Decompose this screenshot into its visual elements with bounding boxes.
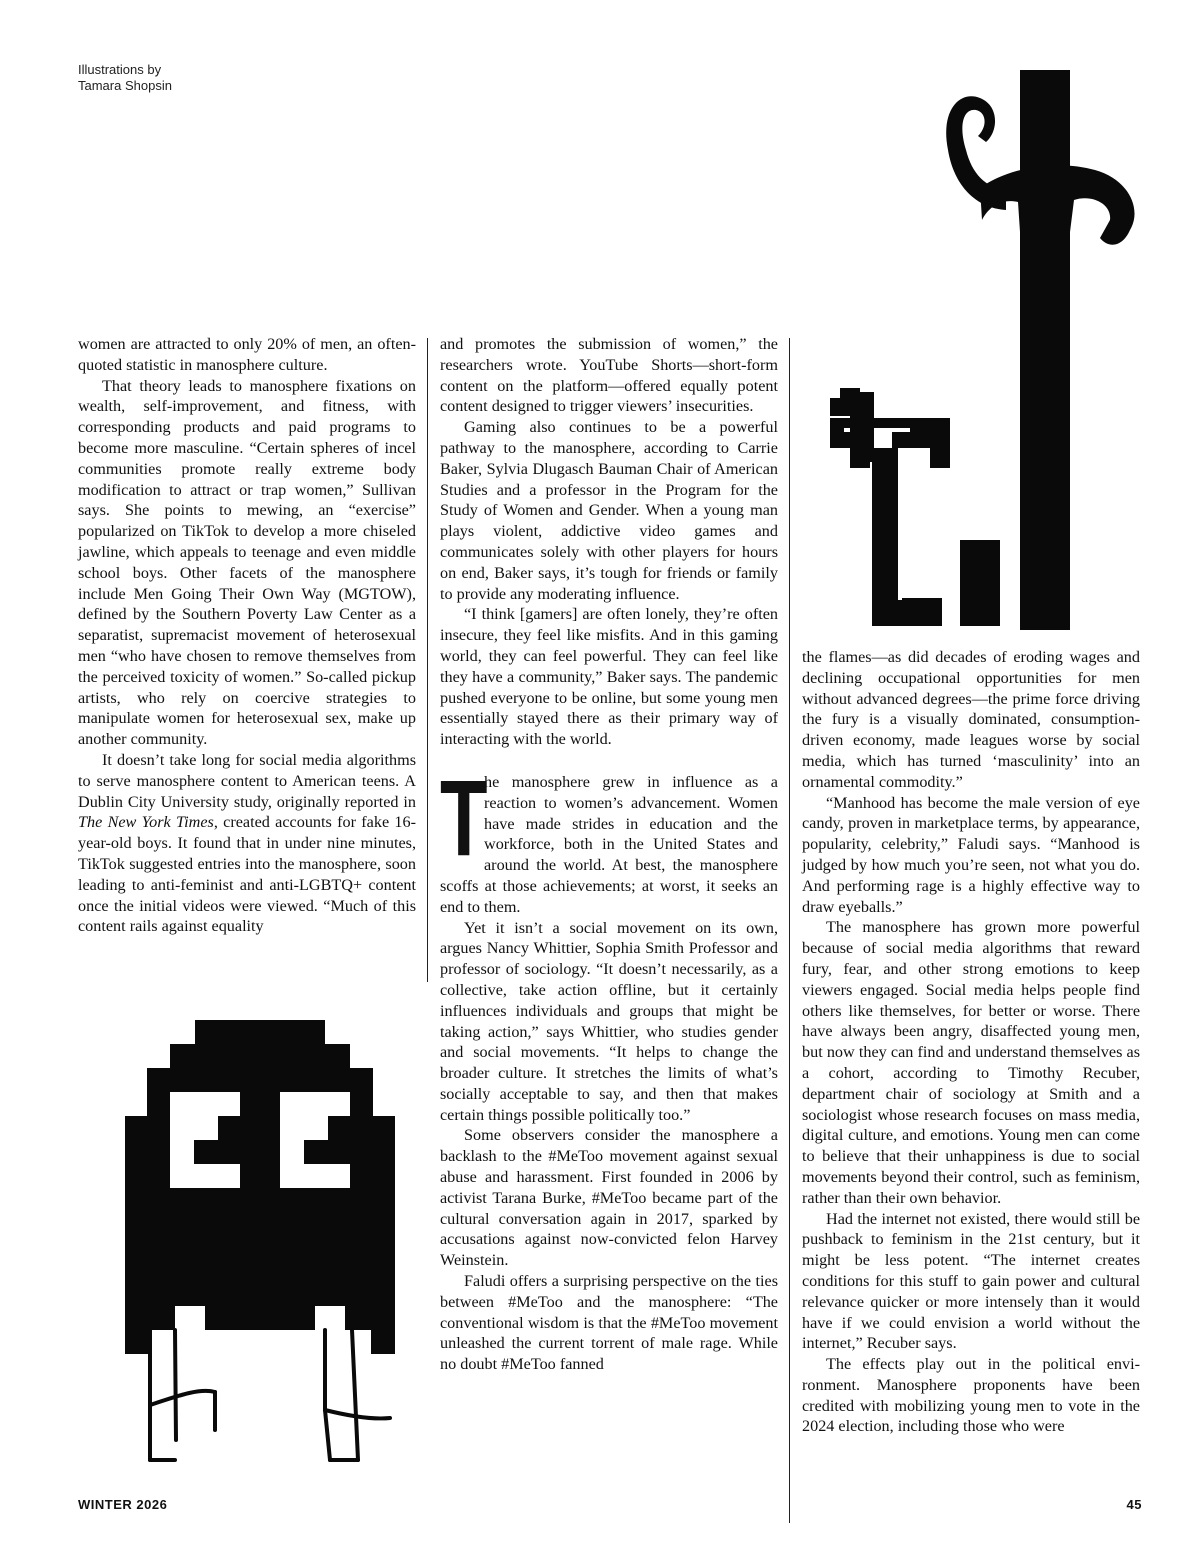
paragraph-text: he manosphere grew in influence as a reaction to women’s advancement. Women have made strides in education and the workforce, both in the United States and around the world. At best, the manosphere scoffs at those achievements; at worst, it seeks an end to them. bbox=[440, 772, 778, 916]
paragraph: Faludi offers a surprising perspective on the ties between #MeToo and the manosphere: “The conventional wisdom is that the #MeToo movement unleashed the current torrent of male rage. While no doubt #MeToo fanned bbox=[440, 1272, 778, 1374]
paragraph-text: , created accounts for fake 16-year-old boys. It found that in under nine minutes, TikTok suggested entries into the manosphere, soon leading to anti-feminist and anti-LGBTQ+ content once the initial videos were viewed. “Much of this content rails against equality bbox=[78, 813, 417, 936]
publication-title: The New York Times bbox=[78, 813, 214, 832]
issue-label: WINTER 2026 bbox=[78, 1497, 168, 1512]
paragraph: The manosphere has grown more powerful because of social media algorithms that reward fury, fear, and other strong emotions to keep viewers engaged. Social media helps people find others like themselves, for better or worse. There have always been angry, disaffected young men, but now they can find and understand themselves as a cohort, according to Timothy Recuber, department chair of sociology at Smith and a sociologist whose research focuses on mass media, digital culture, and emotions. Young men can come to believe that their unhappiness is due to social movements beyond their control, such as feminism, rather than their own behavior. bbox=[802, 918, 1140, 1207]
paragraph: Gaming also continues to be a powerful pathway to the manosphere, according to Carrie Baker, Sylvia Dlugasch Bauman Chair of American Studies and a professor in the Program for the Study of Women and Gender. When a young man plays violent, addictive video games and communicates solely with other players for hours on end, Baker says, it’s tough for friends or family to provide any moderating influence. bbox=[440, 418, 778, 603]
illustration-credit bbox=[78, 62, 172, 94]
drop-cap: T bbox=[440, 756, 488, 878]
column-divider bbox=[427, 338, 428, 982]
paragraph: and promotes the submission of women,” the researchers wrote. YouTube Shorts—short-form content on the platform—offered equally potent content designed to trigger viewers’ insecurities. bbox=[440, 335, 778, 416]
paragraph: Some observers consider the manosphere a backlash to the #MeToo movement against sexual abuse and harassment. First founded in 2006 by activist Tarana Burke, #MeToo became part of the cultural conversation again in 2017, sparked by accusations against now-convicted felon Harvey Weinstein. bbox=[440, 1126, 778, 1270]
column-divider bbox=[789, 338, 790, 1523]
article-column-2 bbox=[440, 334, 778, 1375]
pixel-ghost-illustration bbox=[120, 990, 400, 1470]
paragraph: “Manhood has become the male version of eye candy, proven in marketplace terms, by appearance, popularity, celebrity,” Faludi says. “Manhood is judged by how much you’re seen, not what you do. And performing rage is a highly effective way to draw eyeballs.” bbox=[802, 793, 1140, 916]
paragraph: Yet it isn’t a social movement on its own, argues Nancy Whittier, Sophia Smith Professor and professor of sociology. “It doesn’t necessarily, as a collective, take action offline, but it certainly influences individuals and groups that might be taking action,” says Whittier, who studies gender and social movements. “It helps to change the broader culture. It stretches the limits of what’s socially acceptable to say, and then that makes certain things possible politically too.” bbox=[440, 918, 778, 1124]
paragraph: Had the internet not existed, there would still be pushback to feminism in the 21st century, but it might be less potent. “The internet creates conditions for this stuff to gain power and cultural relevance quicker or more intensely than it would have if we could envision a world without the internet,” Recuber says. bbox=[802, 1209, 1140, 1353]
page-number: 45 bbox=[1126, 1497, 1142, 1512]
paragraph: women are attracted to only 20% of men, an often-quoted statistic in manosphere culture. bbox=[78, 335, 416, 374]
paragraph: “I think [gamers] are often lonely, they’re often insecure, they feel like misfits. And in this gaming world, they can feel powerful. They can feel like they have a community,” Baker says. The pandemic pushed everyone to be online, but some young men essentially stayed there as their primary way of interacting with the world. bbox=[440, 605, 778, 749]
paragraph: The effects play out in the political environment. Manosphere proponents have been credited with mobilizing young men to vote in the 2024 election, including those who were bbox=[802, 1355, 1140, 1436]
paragraph bbox=[78, 750, 416, 937]
credit-line-2: Tamara Shopsin bbox=[78, 78, 172, 93]
paragraph-text: It doesn’t take long for social media algorithms to serve manosphere content to American teens. A Dublin City University study, originally reported in bbox=[78, 750, 416, 811]
article-column-3 bbox=[802, 647, 1140, 1437]
pixel-tower-illustration bbox=[830, 70, 1150, 630]
credit-line-1: Illustrations by bbox=[78, 62, 162, 77]
section-opening-paragraph bbox=[440, 756, 778, 918]
paragraph: That theory leads to manosphere fixations on wealth, self-improvement, and fitness, with corresponding products and paid programs to become more masculine. “Certain spheres of incel communities promote really extreme body modification to attract or trap women,” Sullivan says. She points to mewing, an “exercise” popularized on TikTok to develop a more chiseled jawline, which appeals to teenage and even middle school boys. Other facets of the manosphere include Men Going Their Own Way (MGTOW), defined by the Southern Poverty Law Center as a separatist, supremacist movement of heterosexual men “who have chosen to remove themselves from the perceived toxicity of women.” So-called pickup artists, who rely on coercive strategies to manipulate women for heterosexual sex, make up another community. bbox=[78, 376, 416, 749]
article-column-1 bbox=[78, 334, 416, 937]
paragraph: the flames—as did decades of eroding wages and declining occupational opportunities for men without advanced degrees—the prime force driving the fury is a visually dominated, consumption-driven economy, made leagues worse by social media, which has turned ‘masculinity’ into an ornamental commodity.” bbox=[802, 648, 1140, 791]
